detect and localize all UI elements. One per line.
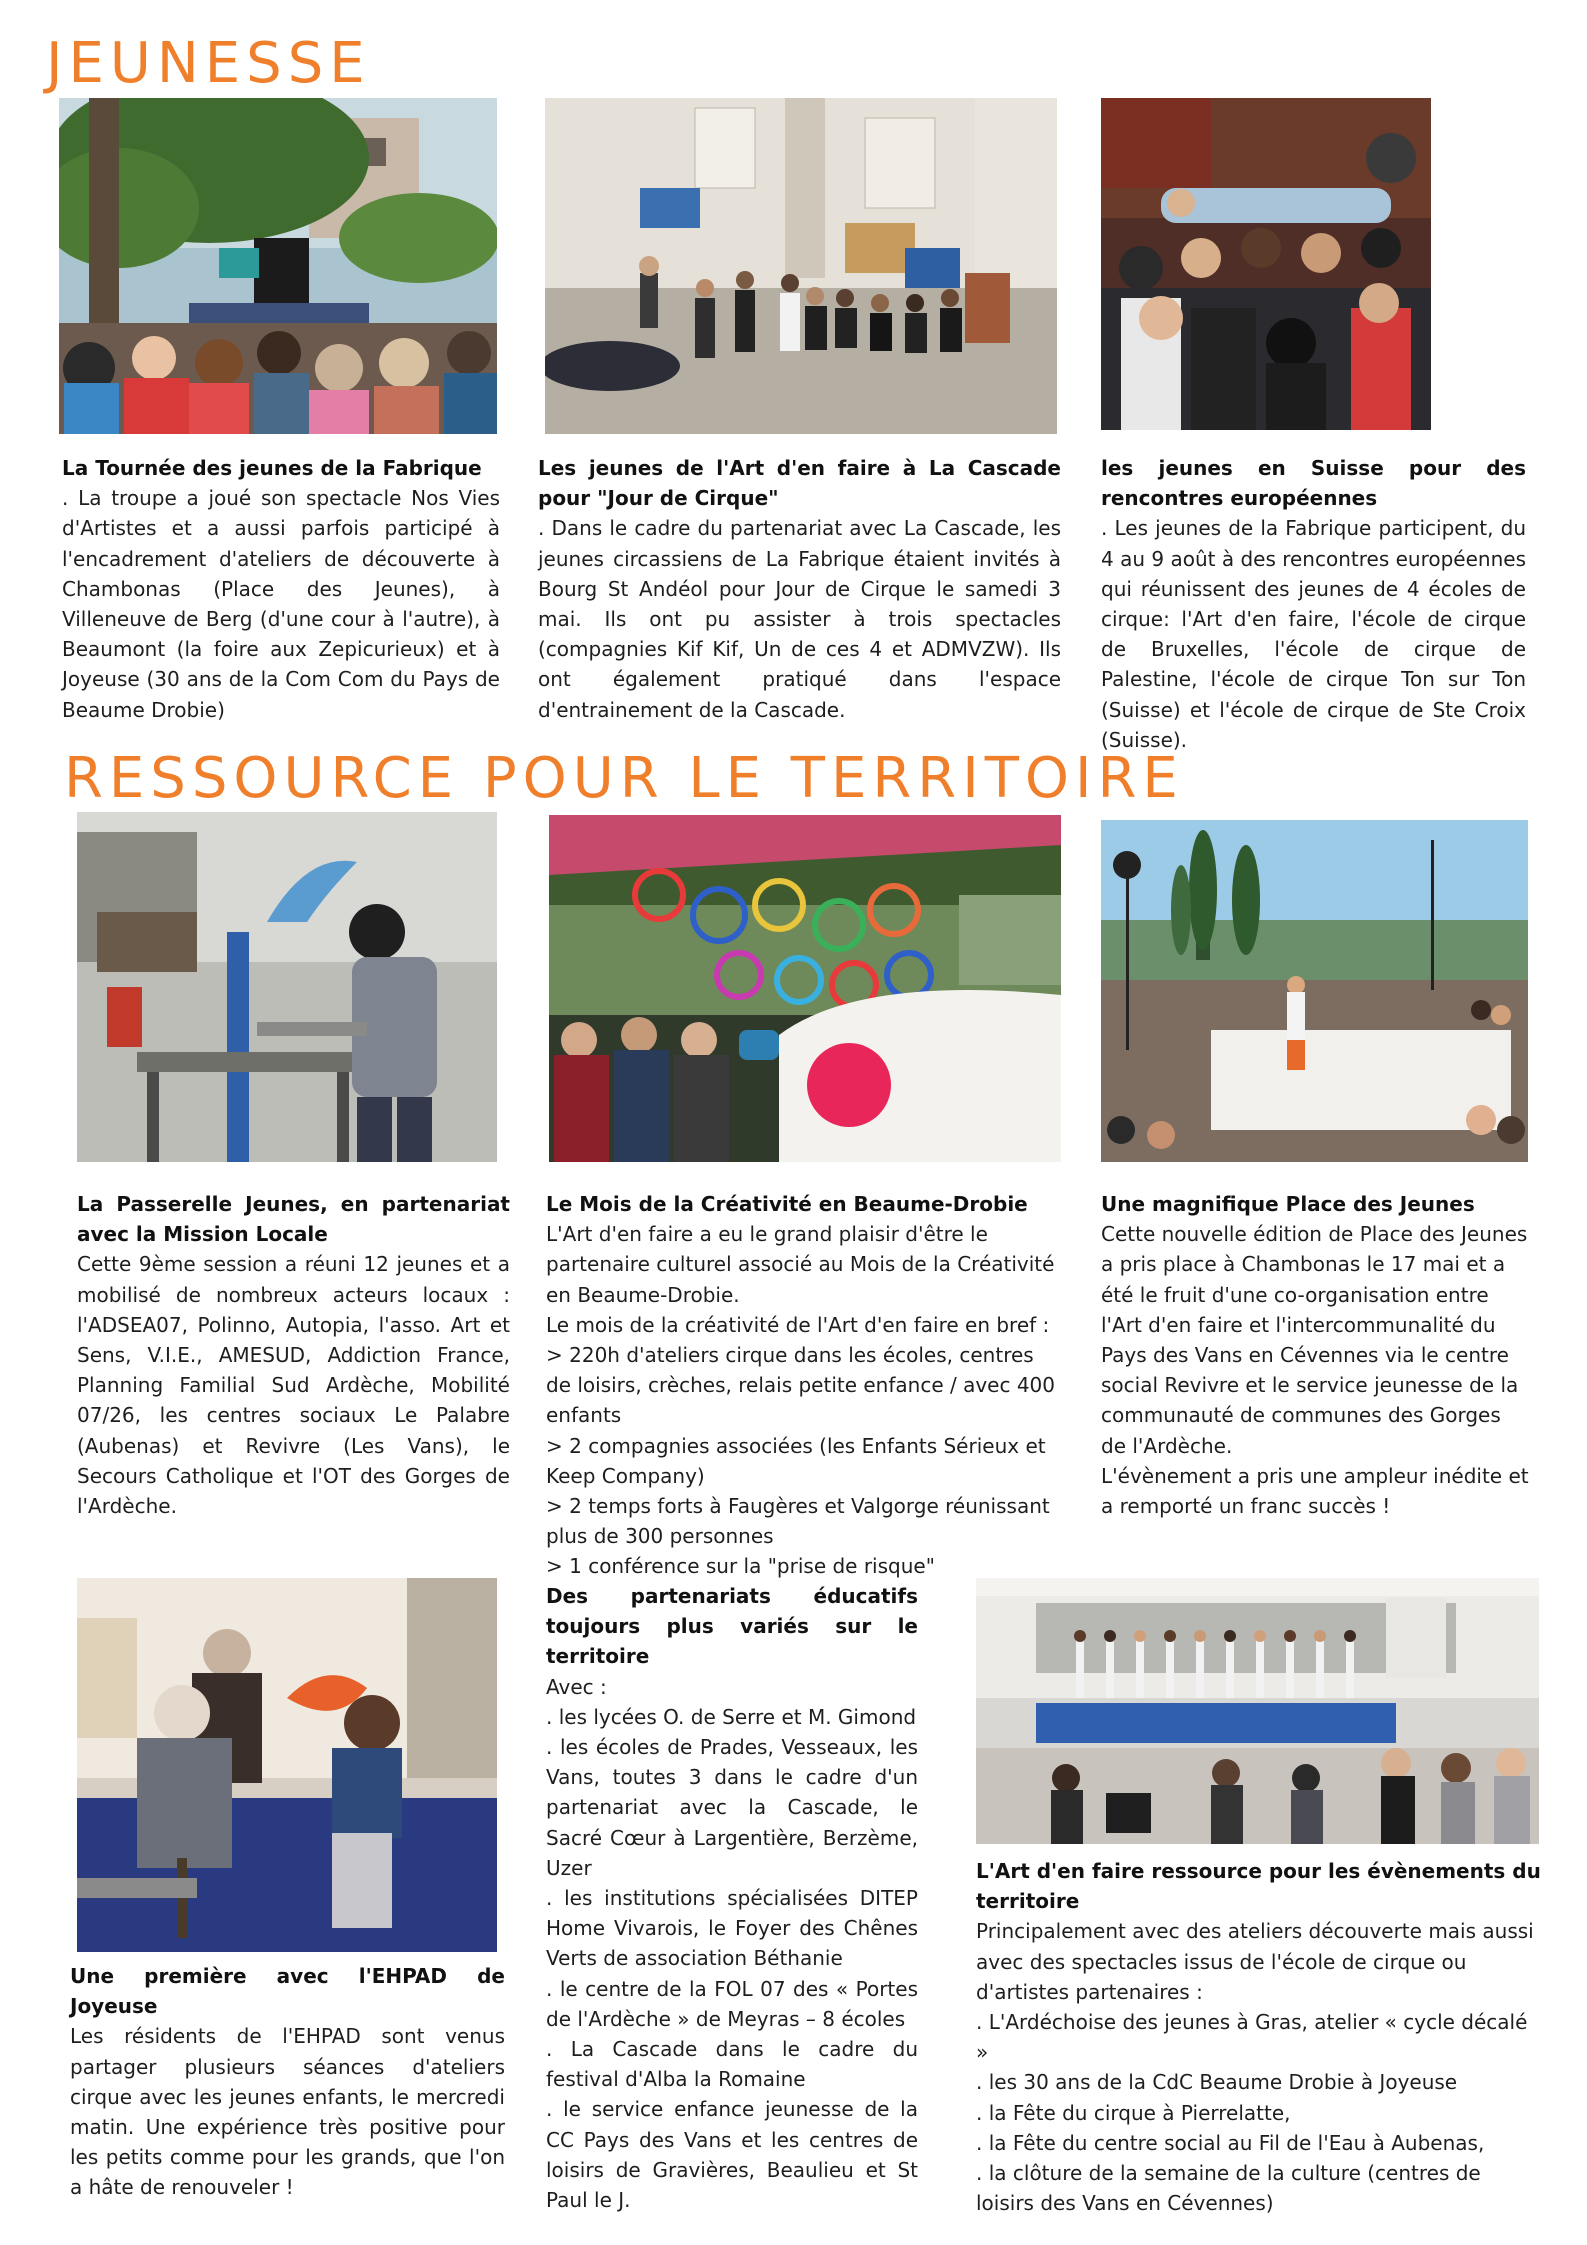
- list-item: . la Fête du centre social au Fil de l'Eau à Aubenas,: [976, 2130, 1485, 2155]
- article-title: La Passerelle Jeunes, en partenariat avec la Mission Locale: [77, 1192, 510, 1247]
- photo-suisse: [1101, 98, 1431, 430]
- article-intro: Principalement avec des ateliers découverte mais aussi avec des spectacles issus de l'école de cirque ou d'artistes partenaires :: [976, 1919, 1534, 2004]
- article-intro: L'Art d'en faire a eu le grand plaisir d'être le partenaire culturel associé au Mois de la Créativité en Beaume-Drobie.: [546, 1222, 1055, 1307]
- photo-place: [1101, 820, 1528, 1162]
- list-item: . les lycées O. de Serre et M. Gimond: [546, 1704, 917, 1729]
- article-ehpad: [70, 1961, 505, 2203]
- photo-passerelle: [77, 812, 497, 1162]
- list-item: > 220h d'ateliers cirque dans les écoles, centres de loisirs, crèches, relais petite enfance / avec 400 enfants: [546, 1343, 1056, 1428]
- article-title: Une première avec l'EHPAD de Joyeuse: [70, 1964, 505, 2019]
- article-body: . La troupe a joué son spectacle Nos Vies d'Artistes et a aussi parfois participé à l'encadrement d'ateliers de découverte à Chambonas (Place des Jeunes), à Villeneuve de Berg (d'une cour à l'autre), à Beaumont (la foire aux Zepicurieux) et à Joyeuse (30 ans de la Com Com du Pays de Beaume Drobie): [62, 486, 500, 722]
- list-item: . les écoles de Prades, Vesseaux, les Vans, toutes 3 dans le cadre d'un partenariat avec la Cascade, le Sacré Cœur à Largentière, Berzème, Uzer: [546, 1735, 918, 1880]
- article-title: les jeunes en Suisse pour des rencontres européennes: [1101, 456, 1526, 511]
- photo-tournee: [59, 98, 497, 434]
- section-heading-ressource: RESSOURCE POUR LE TERRITOIRE: [64, 746, 1184, 811]
- list-item: . le service enfance jeunesse de la CC Pays des Vans et les centres de loisirs de Gravières, Beaulieu et St Paul le J.: [546, 2097, 918, 2213]
- article-body: Les résidents de l'EHPAD sont venus partager plusieurs séances d'ateliers cirque avec les jeunes enfants, le mercredi matin. Une expérience très positive pour les petits comme pour les grands, que l'on a hâte de renouveler !: [70, 2024, 505, 2200]
- list-item: . la Fête du cirque à Pierrelatte,: [976, 2100, 1291, 2125]
- article-body: Cette 9ème session a réuni 12 jeunes et a mobilisé de nombreux acteurs locaux : l'ADSEA07, Polinno, Autopia, l'asso. Art et Sens, V.I.E., AMESUD, Addiction France, Planning Familial Sud Ardèche, Mobilité 07/26, les centres sociaux Le Palabre (Aubenas) et Revivre (Les Vans), le Secours Catholique et l'OT des Gorges de l'Ardèche.: [77, 1252, 510, 1519]
- article-title: Une magnifique Place des Jeunes: [1101, 1192, 1475, 1216]
- article-cascade: [538, 453, 1061, 725]
- article-intro: Avec :: [546, 1674, 607, 1699]
- photo-evenements: [976, 1578, 1539, 1844]
- photo-ehpad: [77, 1578, 497, 1952]
- article-body-2: L'évènement a pris une ampleur inédite et a remporté un franc succès !: [1101, 1463, 1529, 1519]
- article-title: La Tournée des jeunes de la Fabrique: [62, 456, 482, 480]
- list-item: . La Cascade dans le cadre du festival d'Alba la Romaine: [546, 2037, 918, 2092]
- article-title: L'Art d'en faire ressource pour les évènements du territoire: [976, 1859, 1541, 1914]
- list-item: . les 30 ans de la CdC Beaume Drobie à Joyeuse: [976, 2070, 1458, 2095]
- photo-creativite: [549, 815, 1061, 1162]
- list-item: . le centre de la FOL 07 des « Portes de l'Ardèche » de Meyras – 8 écoles: [546, 1976, 918, 2031]
- list-item: . L'Ardéchoise des jeunes à Gras, atelier « cycle décalé »: [976, 2010, 1528, 2065]
- photo-cascade: [545, 98, 1057, 434]
- article-place: [1101, 1189, 1529, 1521]
- article-tournee: [62, 453, 500, 725]
- article-title: Des partenariats éducatifs toujours plus variés sur le territoire: [546, 1584, 918, 1669]
- article-body: . Les jeunes de la Fabrique participent, du 4 au 9 août à des rencontres européennes qui réunissent des jeunes de 4 écoles de cirque: l'Art d'en faire, l'école de cirque de Bruxelles, l'école de cirque de Palestine, l'école de cirque Ton sur Ton (Suisse) et l'école de cirque de Ste Croix (Suisse).: [1101, 516, 1526, 752]
- article-suisse: [1101, 453, 1526, 755]
- article-evenements: [976, 1856, 1541, 2218]
- article-creativite: [546, 1189, 1064, 1582]
- article-title: Le Mois de la Créativité en Beaume-Drobie: [546, 1192, 1028, 1216]
- article-passerelle: [77, 1189, 510, 1521]
- article-bref: Le mois de la créativité de l'Art d'en faire en bref :: [546, 1312, 1050, 1337]
- list-item: > 1 conférence sur la "prise de risque": [546, 1554, 935, 1579]
- section-heading-jeunesse: JEUNESSE: [46, 31, 371, 96]
- article-body: Cette nouvelle édition de Place des Jeunes a pris place à Chambonas le 17 mai et a été le fruit d'une co-organisation entre l'Art d'en faire et l'intercommunalité du Pays des Vans en Cévennes via le centre social Revivre et le service jeunesse de la communauté de communes des Gorges de l'Ardèche.: [1101, 1222, 1528, 1458]
- list-item: > 2 compagnies associées (les Enfants Sérieux et Keep Company): [546, 1433, 1046, 1488]
- list-item: > 2 temps forts à Faugères et Valgorge réunissant plus de 300 personnes: [546, 1494, 1050, 1549]
- article-body: . Dans le cadre du partenariat avec La Cascade, les jeunes circassiens de La Fabrique étaient invités à Bourg St Andéol pour Jour de Cirque le samedi 3 mai. Ils ont pu assister à trois spectacles (compagnies Kif Kif, Un de ces 4 et ADMVZW). Ils ont également pratiqué dans l'espace d'entrainement de la Cascade.: [538, 516, 1061, 722]
- article-partenariats: [546, 1581, 918, 2215]
- list-item: . les institutions spécialisées DITEP Home Vivarois, le Foyer des Chênes Verts de association Béthanie: [546, 1886, 918, 1971]
- article-title: Les jeunes de l'Art d'en faire à La Cascade pour "Jour de Cirque": [538, 456, 1061, 511]
- list-item: . la clôture de la semaine de la culture (centres de loisirs des Vans en Cévennes): [976, 2161, 1481, 2216]
